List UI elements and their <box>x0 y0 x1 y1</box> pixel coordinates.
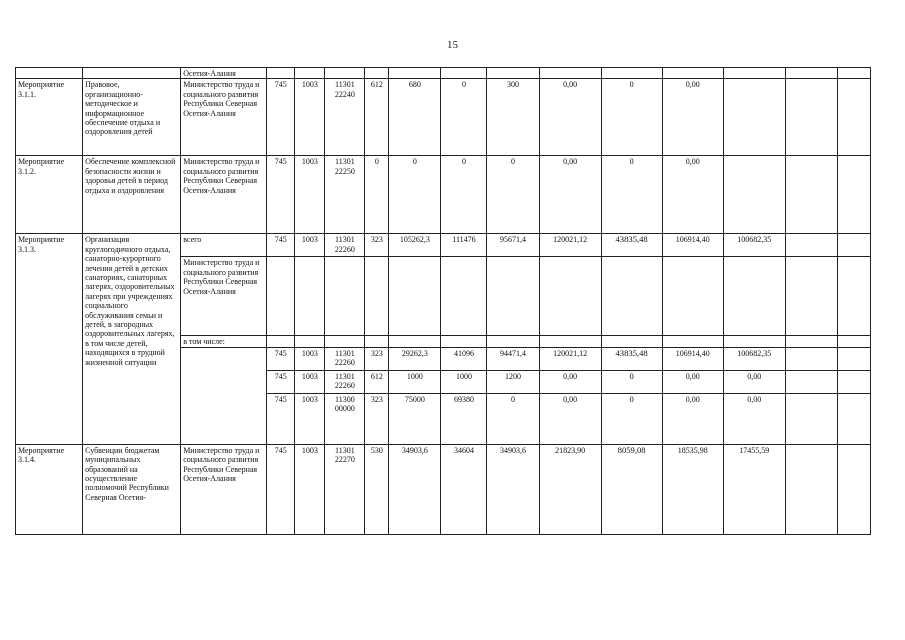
value-cell <box>837 370 870 393</box>
value-cell: 29262,3 <box>389 347 441 370</box>
value-cell: 0,00 <box>723 370 785 393</box>
value-cell <box>785 370 837 393</box>
grbs-cell: 745 <box>267 347 295 370</box>
value-cell: 1200 <box>487 370 539 393</box>
value-cell: 100682,35 <box>723 347 785 370</box>
value-cell <box>837 393 870 444</box>
value-cell: 0 <box>601 393 662 444</box>
rzpr-cell: 1003 <box>295 79 325 156</box>
value-cell: 0 <box>601 370 662 393</box>
value-cell: 17455,59 <box>723 444 785 534</box>
value-cell: 34903,6 <box>487 444 539 534</box>
table-row <box>16 156 871 234</box>
value-cell <box>837 347 870 370</box>
value-cell <box>785 234 837 257</box>
executor-cell: Осетия-Алания <box>181 68 267 79</box>
vr-cell: 323 <box>365 347 389 370</box>
value-cell <box>723 79 785 156</box>
event-cell: Мероприятие 3.1.2. <box>16 156 83 234</box>
grbs-cell: 745 <box>267 234 295 257</box>
executor-cell: Министерство труда и социального развития Республики Северная Осетия-Алания <box>181 257 267 336</box>
name-cell: Обеспечение комплексной безопасности жизни и здоровья детей в период отдыха и оздоровления <box>83 156 181 234</box>
value-cell: 34903,6 <box>389 444 441 534</box>
csr-cell: 11301 22240 <box>325 79 365 156</box>
grbs-cell: 745 <box>267 370 295 393</box>
vr-cell: 530 <box>365 444 389 534</box>
grbs-cell: 745 <box>267 79 295 156</box>
grbs-cell: 745 <box>267 444 295 534</box>
table-row <box>16 68 871 79</box>
csr-cell: 11301 22250 <box>325 156 365 234</box>
value-cell: 300 <box>487 79 539 156</box>
value-cell: 0 <box>601 156 662 234</box>
executor-cell: Министерство труда и социального развития Республики Северная Осетия-Алания <box>181 79 267 156</box>
grbs-cell: 745 <box>267 156 295 234</box>
executor-cell: в том числе: <box>181 336 267 347</box>
vr-cell: 0 <box>365 156 389 234</box>
value-cell: 105262,3 <box>389 234 441 257</box>
value-cell: 34604 <box>441 444 487 534</box>
rzpr-cell: 1003 <box>295 234 325 257</box>
value-cell: 0 <box>487 156 539 234</box>
value-cell: 0,00 <box>662 156 723 234</box>
value-cell: 0,00 <box>539 156 601 234</box>
vr-cell: 612 <box>365 79 389 156</box>
value-cell: 69380 <box>441 393 487 444</box>
value-cell: 100682,35 <box>723 234 785 257</box>
executor-cell: всего <box>181 234 267 257</box>
value-cell: 120021,12 <box>539 347 601 370</box>
table-row <box>16 79 871 156</box>
value-cell: 0 <box>441 79 487 156</box>
value-cell <box>785 347 837 370</box>
page-number: 15 <box>447 39 458 51</box>
value-cell <box>785 444 837 534</box>
rzpr-cell: 1003 <box>295 393 325 444</box>
value-cell: 0,00 <box>539 370 601 393</box>
value-cell <box>837 79 870 156</box>
value-cell: 43835,48 <box>601 347 662 370</box>
value-cell: 0 <box>487 393 539 444</box>
event-cell: Мероприятие 3.1.3. <box>16 234 83 444</box>
value-cell <box>785 156 837 234</box>
value-cell: 120021,12 <box>539 234 601 257</box>
value-cell: 1000 <box>441 370 487 393</box>
value-cell <box>837 234 870 257</box>
value-cell: 0 <box>441 156 487 234</box>
rzpr-cell: 1003 <box>295 370 325 393</box>
budget-table <box>15 67 871 535</box>
name-cell: Субвенции бюджетам муниципальных образований на осуществление полномочий Республики Северная Осетия- <box>83 444 181 534</box>
name-cell: Правовое, организационно-методическое и информационное обеспечение отдыха и оздоровления детей <box>83 79 181 156</box>
value-cell: 680 <box>389 79 441 156</box>
table-row <box>16 234 871 257</box>
value-cell: 95671,4 <box>487 234 539 257</box>
value-cell: 21823,90 <box>539 444 601 534</box>
vr-cell: 323 <box>365 234 389 257</box>
value-cell: 1000 <box>389 370 441 393</box>
value-cell <box>837 156 870 234</box>
value-cell <box>723 156 785 234</box>
value-cell: 8059,08 <box>601 444 662 534</box>
executor-cell: Министерство труда и социального развития Республики Северная Осетия-Алания <box>181 156 267 234</box>
executor-cell: Министерство труда и социального развития Республики Северная Осетия-Алания <box>181 444 267 534</box>
event-cell: Мероприятие 3.1.4. <box>16 444 83 534</box>
value-cell: 43835,48 <box>601 234 662 257</box>
csr-cell: 11301 22260 <box>325 234 365 257</box>
value-cell: 106914,40 <box>662 347 723 370</box>
value-cell <box>785 393 837 444</box>
value-cell: 0,00 <box>662 79 723 156</box>
csr-cell: 11301 22270 <box>325 444 365 534</box>
value-cell: 0 <box>601 79 662 156</box>
event-cell: Мероприятие 3.1.1. <box>16 79 83 156</box>
value-cell: 0 <box>389 156 441 234</box>
value-cell: 0,00 <box>539 79 601 156</box>
vr-cell: 323 <box>365 393 389 444</box>
csr-cell: 11301 22260 <box>325 347 365 370</box>
value-cell: 94471,4 <box>487 347 539 370</box>
rzpr-cell: 1003 <box>295 156 325 234</box>
csr-cell: 11300 00000 <box>325 393 365 444</box>
value-cell: 0,00 <box>662 393 723 444</box>
value-cell: 0,00 <box>662 370 723 393</box>
csr-cell: 11301 22260 <box>325 370 365 393</box>
rzpr-cell: 1003 <box>295 444 325 534</box>
rzpr-cell: 1003 <box>295 347 325 370</box>
grbs-cell: 745 <box>267 393 295 444</box>
value-cell: 106914,40 <box>662 234 723 257</box>
value-cell: 75000 <box>389 393 441 444</box>
value-cell: 18535,98 <box>662 444 723 534</box>
value-cell <box>785 79 837 156</box>
name-cell: Организация круглогодичного отдыха, санаторно-курортного лечения детей в детских санаториях, санаторных лагерях, оздоровительных лагерях при учреждениях социального обслуживания семьи и детей, в загородных оздоровительных лагерях, в том числе детей, находящихся в трудной жизненной ситуации <box>83 234 181 444</box>
value-cell <box>837 444 870 534</box>
value-cell: 0,00 <box>723 393 785 444</box>
value-cell: 0,00 <box>539 393 601 444</box>
table-row <box>16 444 871 534</box>
vr-cell: 612 <box>365 370 389 393</box>
value-cell: 41096 <box>441 347 487 370</box>
value-cell: 111476 <box>441 234 487 257</box>
